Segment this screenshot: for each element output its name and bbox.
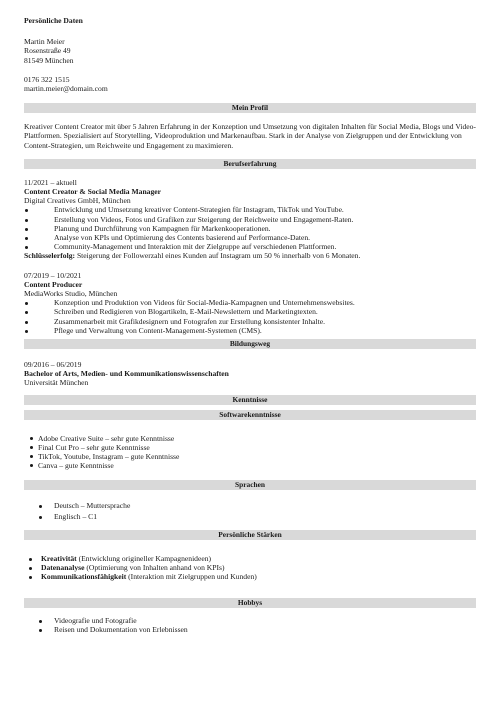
strength-detail: (Entwicklung origineller Kampagnenideen) (76, 553, 212, 563)
personal-heading: Persönliche Daten (24, 16, 83, 25)
list-item: Adobe Creative Suite – sehr gute Kenntnisse (24, 434, 476, 443)
list-item: Englisch – C1 (24, 512, 476, 521)
job-entry (24, 178, 476, 261)
education-section-header: Bildungsweg (24, 339, 476, 349)
address-street: Rosenstraße 49 (24, 46, 71, 56)
list-item: TikTok, Youtube, Instagram – gute Kenntnisse (24, 452, 476, 461)
key-success-label: Schlüsselerfolg: (24, 251, 76, 261)
strength-label: Kreativität (41, 553, 77, 563)
list-item: Videografie und Fotografie (24, 616, 476, 625)
job-title: Content Producer (24, 279, 83, 289)
key-success-text: Steigerung der Followerzahl eines Kunden auf Instagram um 50 % innerhalb von 6 Monaten. (75, 251, 361, 261)
list-item: Community-Management und Interaktion mit der Zielgruppe auf verschiedenen Plattformen. (24, 242, 476, 251)
strength-label: Kommunikationsfähigkeit (41, 572, 127, 582)
software-list (24, 434, 476, 471)
list-item: Deutsch – Muttersprache (24, 501, 476, 510)
list-item: Schreiben und Redigieren von Blogartikeln, E-Mail-Newslettern und Marketingtexten. (24, 307, 476, 316)
list-item: Reisen und Dokumentation von Erlebnissen (24, 625, 476, 634)
strengths-list (24, 554, 476, 582)
phone-number: 0176 322 1515 (24, 74, 70, 84)
profile-text: Kreativer Content Creator mit über 5 Jahren Erfahrung in der Konzeption und Umsetzung von digitalen Inhalten für Social Media, Blogs und Video-Plattformen. Spezialisiert auf Storytelling, Videoproduktion und Markenaufbau. Stark in der Analyse von Zielgruppen und der Entwicklung von Content-Strategien, um Reichweite und Engagement zu maximieren. (24, 122, 476, 150)
job-entry (24, 271, 476, 335)
profile-section-header: Mein Profil (24, 103, 476, 113)
email-address: martin.meier@domain.com (24, 84, 108, 94)
hobbies-list (24, 616, 476, 634)
address-city: 81549 München (24, 55, 74, 65)
job-company: MediaWorks Studio, München (24, 289, 118, 299)
skills-section-header: Kenntnisse (24, 395, 476, 405)
list-item (24, 554, 476, 563)
cv-page (24, 16, 476, 634)
job-period: 11/2021 – aktuell (24, 177, 77, 187)
strengths-section-header: Persönliche Stärken (24, 530, 476, 540)
languages-section-header: Sprachen (24, 480, 476, 490)
software-section-header: Softwarekenntnisse (24, 410, 476, 420)
languages-list (24, 501, 476, 521)
list-item: Analyse von KPIs und Optimierung des Contents basierend auf Performance-Daten. (24, 233, 476, 242)
job-period: 07/2019 – 10/2021 (24, 270, 82, 280)
experience-section-header: Berufserfahrung (24, 159, 476, 169)
list-item: Pflege und Verwaltung von Content-Management-Systemen (CMS). (24, 326, 476, 335)
job-bullet-list (24, 205, 476, 251)
education-school: Universität München (24, 378, 89, 388)
education-period: 09/2016 – 06/2019 (24, 360, 82, 370)
list-item (24, 563, 476, 572)
job-company: Digital Creatives GmbH, München (24, 196, 131, 206)
strength-label: Datenanalyse (41, 563, 85, 573)
list-item: Canva – gute Kenntnisse (24, 461, 476, 470)
strength-detail: (Interaktion mit Zielgruppen und Kunden) (126, 572, 257, 582)
list-item: Entwicklung und Umsetzung kreativer Content-Strategien für Instagram, TikTok und YouTube. (24, 205, 476, 214)
hobbies-section-header: Hobbys (24, 598, 476, 608)
job-title: Content Creator & Social Media Manager (24, 187, 162, 197)
strength-detail: (Optimierung von Inhalten anhand von KPIs) (84, 563, 225, 573)
key-success (24, 251, 476, 260)
job-bullet-list (24, 298, 476, 335)
list-item: Planung und Durchführung von Kampagnen für Markenkooperationen. (24, 224, 476, 233)
list-item: Zusammenarbeit mit Grafikdesignern und Fotografen zur Erstellung konsistenter Inhalte. (24, 317, 476, 326)
person-name: Martin Meier (24, 37, 65, 47)
list-item: Konzeption und Produktion von Videos für Social-Media-Kampagnen und Unternehmenswebsites. (24, 298, 476, 307)
education-degree: Bachelor of Arts, Medien- und Kommunikationswissenschaften (24, 369, 229, 379)
list-item: Final Cut Pro – sehr gute Kenntnisse (24, 443, 476, 452)
list-item: Erstellung von Videos, Fotos und Grafiken zur Steigerung der Reichweite und Engagement-Raten. (24, 215, 476, 224)
list-item (24, 572, 476, 581)
